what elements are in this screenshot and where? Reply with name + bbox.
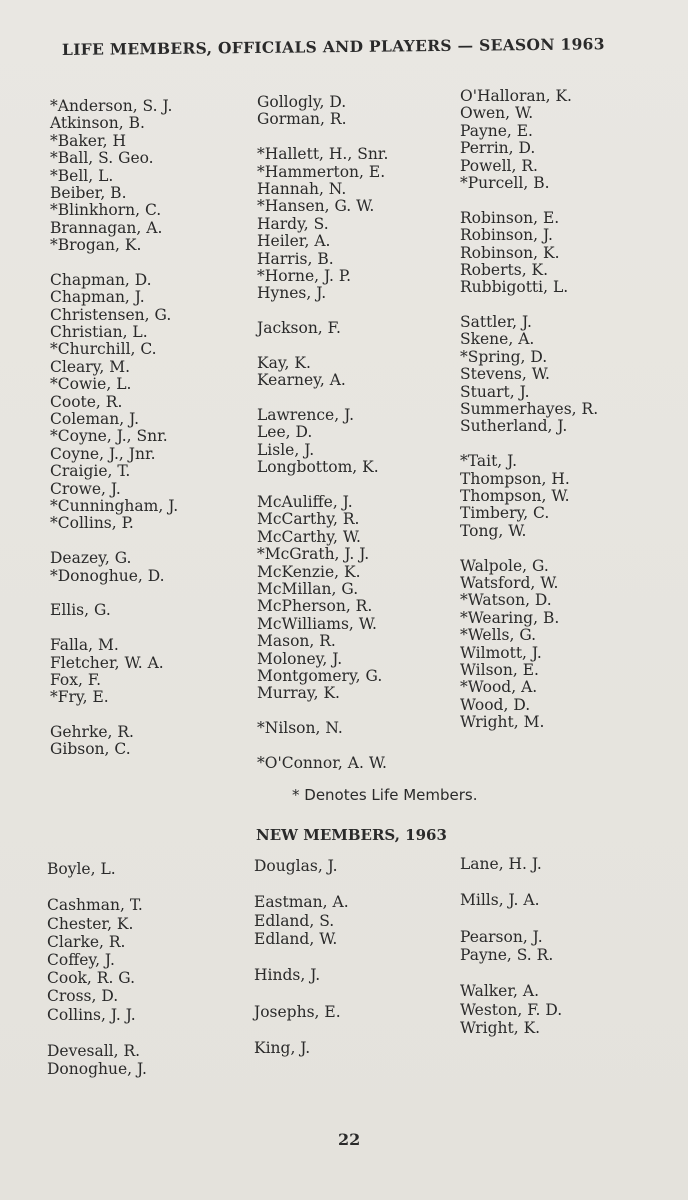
member-name: *Donoghue, D. [50, 566, 165, 585]
new-members-title: NEW MEMBERS, 1963 [256, 826, 447, 844]
member-name: *Blinkhorn, C. [50, 201, 162, 220]
member-name: Walpole, G. [460, 556, 549, 575]
list-gap [254, 1021, 349, 1039]
member-name: Clarke, R. [47, 932, 126, 951]
member-name: *Baker, H [50, 131, 127, 150]
member-name: Powell, R. [460, 156, 538, 175]
member-name: Heiler, A. [257, 232, 331, 251]
member-name: *Wood, A. [460, 678, 538, 697]
member-name: *Watson, D. [460, 591, 552, 610]
member-name: Christensen, G. [50, 305, 172, 324]
member-name: McWilliams, W. [257, 614, 377, 633]
member-name: Boyle, L. [47, 860, 116, 878]
members-column-2 [257, 94, 388, 772]
member-name: Lane, H. J. [460, 855, 542, 873]
member-name: Crowe, J. [50, 479, 121, 498]
list-gap [50, 620, 178, 637]
member-name: Tong, W. [460, 521, 527, 540]
member-name: Hinds, J. [254, 966, 321, 985]
list-gap [460, 964, 562, 982]
member-name: Hardy, S. [257, 214, 329, 233]
member-name: Payne, S. R. [460, 945, 554, 964]
list-gap [50, 707, 178, 724]
member-name: Chester, K. [47, 914, 134, 933]
member-name: *Hansen, G. W. [257, 197, 375, 216]
member-name: Douglas, J. [254, 857, 338, 875]
member-name: Hynes, J. [257, 284, 327, 303]
member-name: Robinson, J. [460, 226, 553, 245]
member-name: Lisle, J. [257, 440, 315, 459]
member-name: Beiber, B. [50, 183, 127, 202]
member-name: Mills, J. A. [460, 891, 540, 910]
member-name: *Purcell, B. [460, 173, 550, 192]
member-name: Thompson, W. [460, 486, 570, 505]
member-name: Chapman, J. [50, 288, 145, 307]
member-name: *Coyne, J., Snr. [50, 427, 168, 446]
member-name: Robinson, K. [460, 243, 560, 262]
member-name: Cashman, T. [47, 896, 143, 915]
member-name: Kearney, A. [257, 371, 346, 390]
member-name: Christian, L. [50, 323, 148, 342]
member-name: Craigie, T. [50, 462, 131, 481]
member-name: Donoghue, J. [47, 1060, 147, 1079]
list-gap [47, 1024, 147, 1042]
member-name: Montgomery, G. [257, 666, 383, 685]
page-number: 22 [338, 1130, 361, 1149]
member-name: Atkinson, B. [50, 114, 145, 133]
member-name: Ellis, G. [50, 601, 111, 620]
list-gap [50, 533, 178, 550]
member-name: *Cowie, L. [50, 375, 132, 394]
list-gap [460, 436, 598, 453]
member-name: *Brogan, K. [50, 236, 142, 255]
member-name: Coleman, J. [50, 410, 140, 429]
member-name: Payne, E. [460, 121, 533, 140]
member-name: Kay, K. [257, 353, 311, 372]
member-name: Gibson, C. [50, 740, 131, 759]
members-column-1 [50, 98, 178, 759]
member-name: Coyne, J., Jnr. [50, 444, 156, 463]
page-title: LIFE MEMBERS, OFFICIALS AND PLAYERS — SEASON 1963 [61, 34, 605, 59]
member-name: Wood, D. [460, 695, 531, 714]
member-name: O'Halloran, K. [460, 87, 572, 105]
member-name: Collins, J. J. [47, 1005, 136, 1024]
member-name: Timbery, C. [460, 504, 550, 523]
member-name: Deazey, G. [50, 549, 132, 568]
member-name: *Ball, S. Geo. [50, 149, 154, 168]
member-name: Edland, W. [254, 929, 338, 948]
member-name: Skene, A. [460, 330, 535, 349]
member-name: Wilmott, J. [460, 643, 542, 662]
member-name: Fletcher, W. A. [50, 653, 164, 672]
member-name: McKenzie, K. [257, 562, 361, 581]
member-name: *O'Connor, A. W. [257, 753, 387, 772]
member-name: Gorman, R. [257, 110, 347, 129]
list-gap [460, 297, 598, 314]
member-name: Jackson, F. [257, 319, 341, 338]
new-members-column-3 [460, 855, 562, 1037]
member-name: King, J. [254, 1038, 311, 1057]
member-name: *Bell, L. [50, 166, 114, 185]
list-gap [257, 390, 388, 407]
member-name: *Nilson, N. [257, 719, 343, 738]
member-name: McCarthy, R. [257, 510, 360, 529]
member-name: Edland, S. [254, 911, 335, 930]
list-gap [460, 873, 562, 891]
member-name: Rubbigotti, L. [460, 278, 569, 297]
member-name: Gollogly, D. [257, 93, 347, 111]
member-name: *Tait, J. [460, 452, 518, 471]
member-name: Wright, K. [460, 1018, 541, 1037]
member-name: McMillan, G. [257, 579, 359, 598]
member-name: Sutherland, J. [460, 417, 568, 436]
new-members-column-2 [254, 857, 349, 1057]
member-name: Lawrence, J. [257, 406, 355, 425]
member-name: *Hallett, H., Snr. [257, 145, 389, 164]
list-gap [50, 585, 178, 602]
new-members-column-1 [47, 860, 147, 1078]
member-name: McCarthy, W. [257, 527, 361, 546]
member-name: Harris, B. [257, 249, 334, 268]
member-name: *Spring, D. [460, 347, 548, 366]
list-gap [254, 875, 349, 893]
member-name: McPherson, R. [257, 597, 373, 616]
member-name: Stuart, J. [460, 382, 530, 401]
list-gap [257, 477, 388, 494]
list-gap [460, 192, 598, 209]
list-gap [254, 948, 349, 966]
member-name: Eastman, A. [254, 893, 349, 912]
member-name: *Horne, J. P. [257, 266, 352, 285]
member-name: *Collins, P. [50, 514, 134, 533]
member-name: Summerhayes, R. [460, 400, 599, 419]
member-name: Wilson, E. [460, 660, 539, 679]
member-name: Stevens, W. [460, 365, 550, 384]
member-name: Cook, R. G. [47, 969, 136, 988]
life-members-note: * Denotes Life Members. [292, 786, 478, 804]
member-name: *Wells, G. [460, 626, 537, 645]
list-gap [460, 540, 598, 557]
member-name: Roberts, K. [460, 260, 549, 279]
member-name: Hannah, N. [257, 179, 347, 198]
member-name: Coffey, J. [47, 950, 115, 969]
list-gap [47, 878, 147, 896]
member-name: *McGrath, J. J. [257, 545, 370, 564]
member-name: Devesall, R. [47, 1041, 141, 1060]
member-name: Moloney, J. [257, 649, 343, 668]
member-name: Owen, W. [460, 104, 534, 123]
member-name: *Hammerton, E. [257, 162, 386, 181]
member-name: Chapman, D. [50, 270, 152, 289]
member-name: McAuliffe, J. [257, 492, 353, 511]
member-name: Wright, M. [460, 713, 545, 732]
list-gap [460, 910, 562, 928]
member-name: Fox, F. [50, 670, 102, 689]
member-name: *Fry, E. [50, 688, 109, 707]
member-name: Perrin, D. [460, 139, 536, 158]
member-name: Cross, D. [47, 987, 119, 1006]
member-name: Walker, A. [460, 982, 540, 1001]
member-name: Murray, K. [257, 684, 340, 703]
member-name: Josephs, E. [254, 1002, 341, 1021]
member-name: Sattler, J. [460, 313, 532, 332]
list-gap [257, 129, 388, 146]
member-name: *Cunningham, J. [50, 496, 179, 515]
member-name: Brannagan, A. [50, 218, 163, 237]
member-name: Cleary, M. [50, 357, 130, 376]
member-name: Mason, R. [257, 632, 336, 651]
member-name: Thompson, H. [460, 469, 570, 488]
member-name: *Churchill, C. [50, 340, 157, 359]
member-name: *Anderson, S. J. [50, 97, 173, 115]
member-name: Lee, D. [257, 423, 313, 442]
member-name: Pearson, J. [460, 927, 543, 946]
list-gap [257, 337, 388, 354]
list-gap [254, 984, 349, 1002]
member-name: Robinson, E. [460, 208, 560, 227]
member-name: *Wearing, B. [460, 608, 560, 627]
list-gap [257, 303, 388, 320]
member-name: Longbottom, K. [257, 458, 379, 477]
list-gap [50, 255, 178, 272]
member-name: Falla, M. [50, 636, 119, 655]
member-name: Watsford, W. [460, 573, 559, 592]
list-gap [257, 703, 388, 720]
member-name: Coote, R. [50, 392, 123, 411]
list-gap [257, 737, 388, 754]
member-name: Weston, F. D. [460, 1000, 563, 1019]
members-column-3 [460, 88, 598, 731]
member-name: Gehrke, R. [50, 723, 134, 742]
